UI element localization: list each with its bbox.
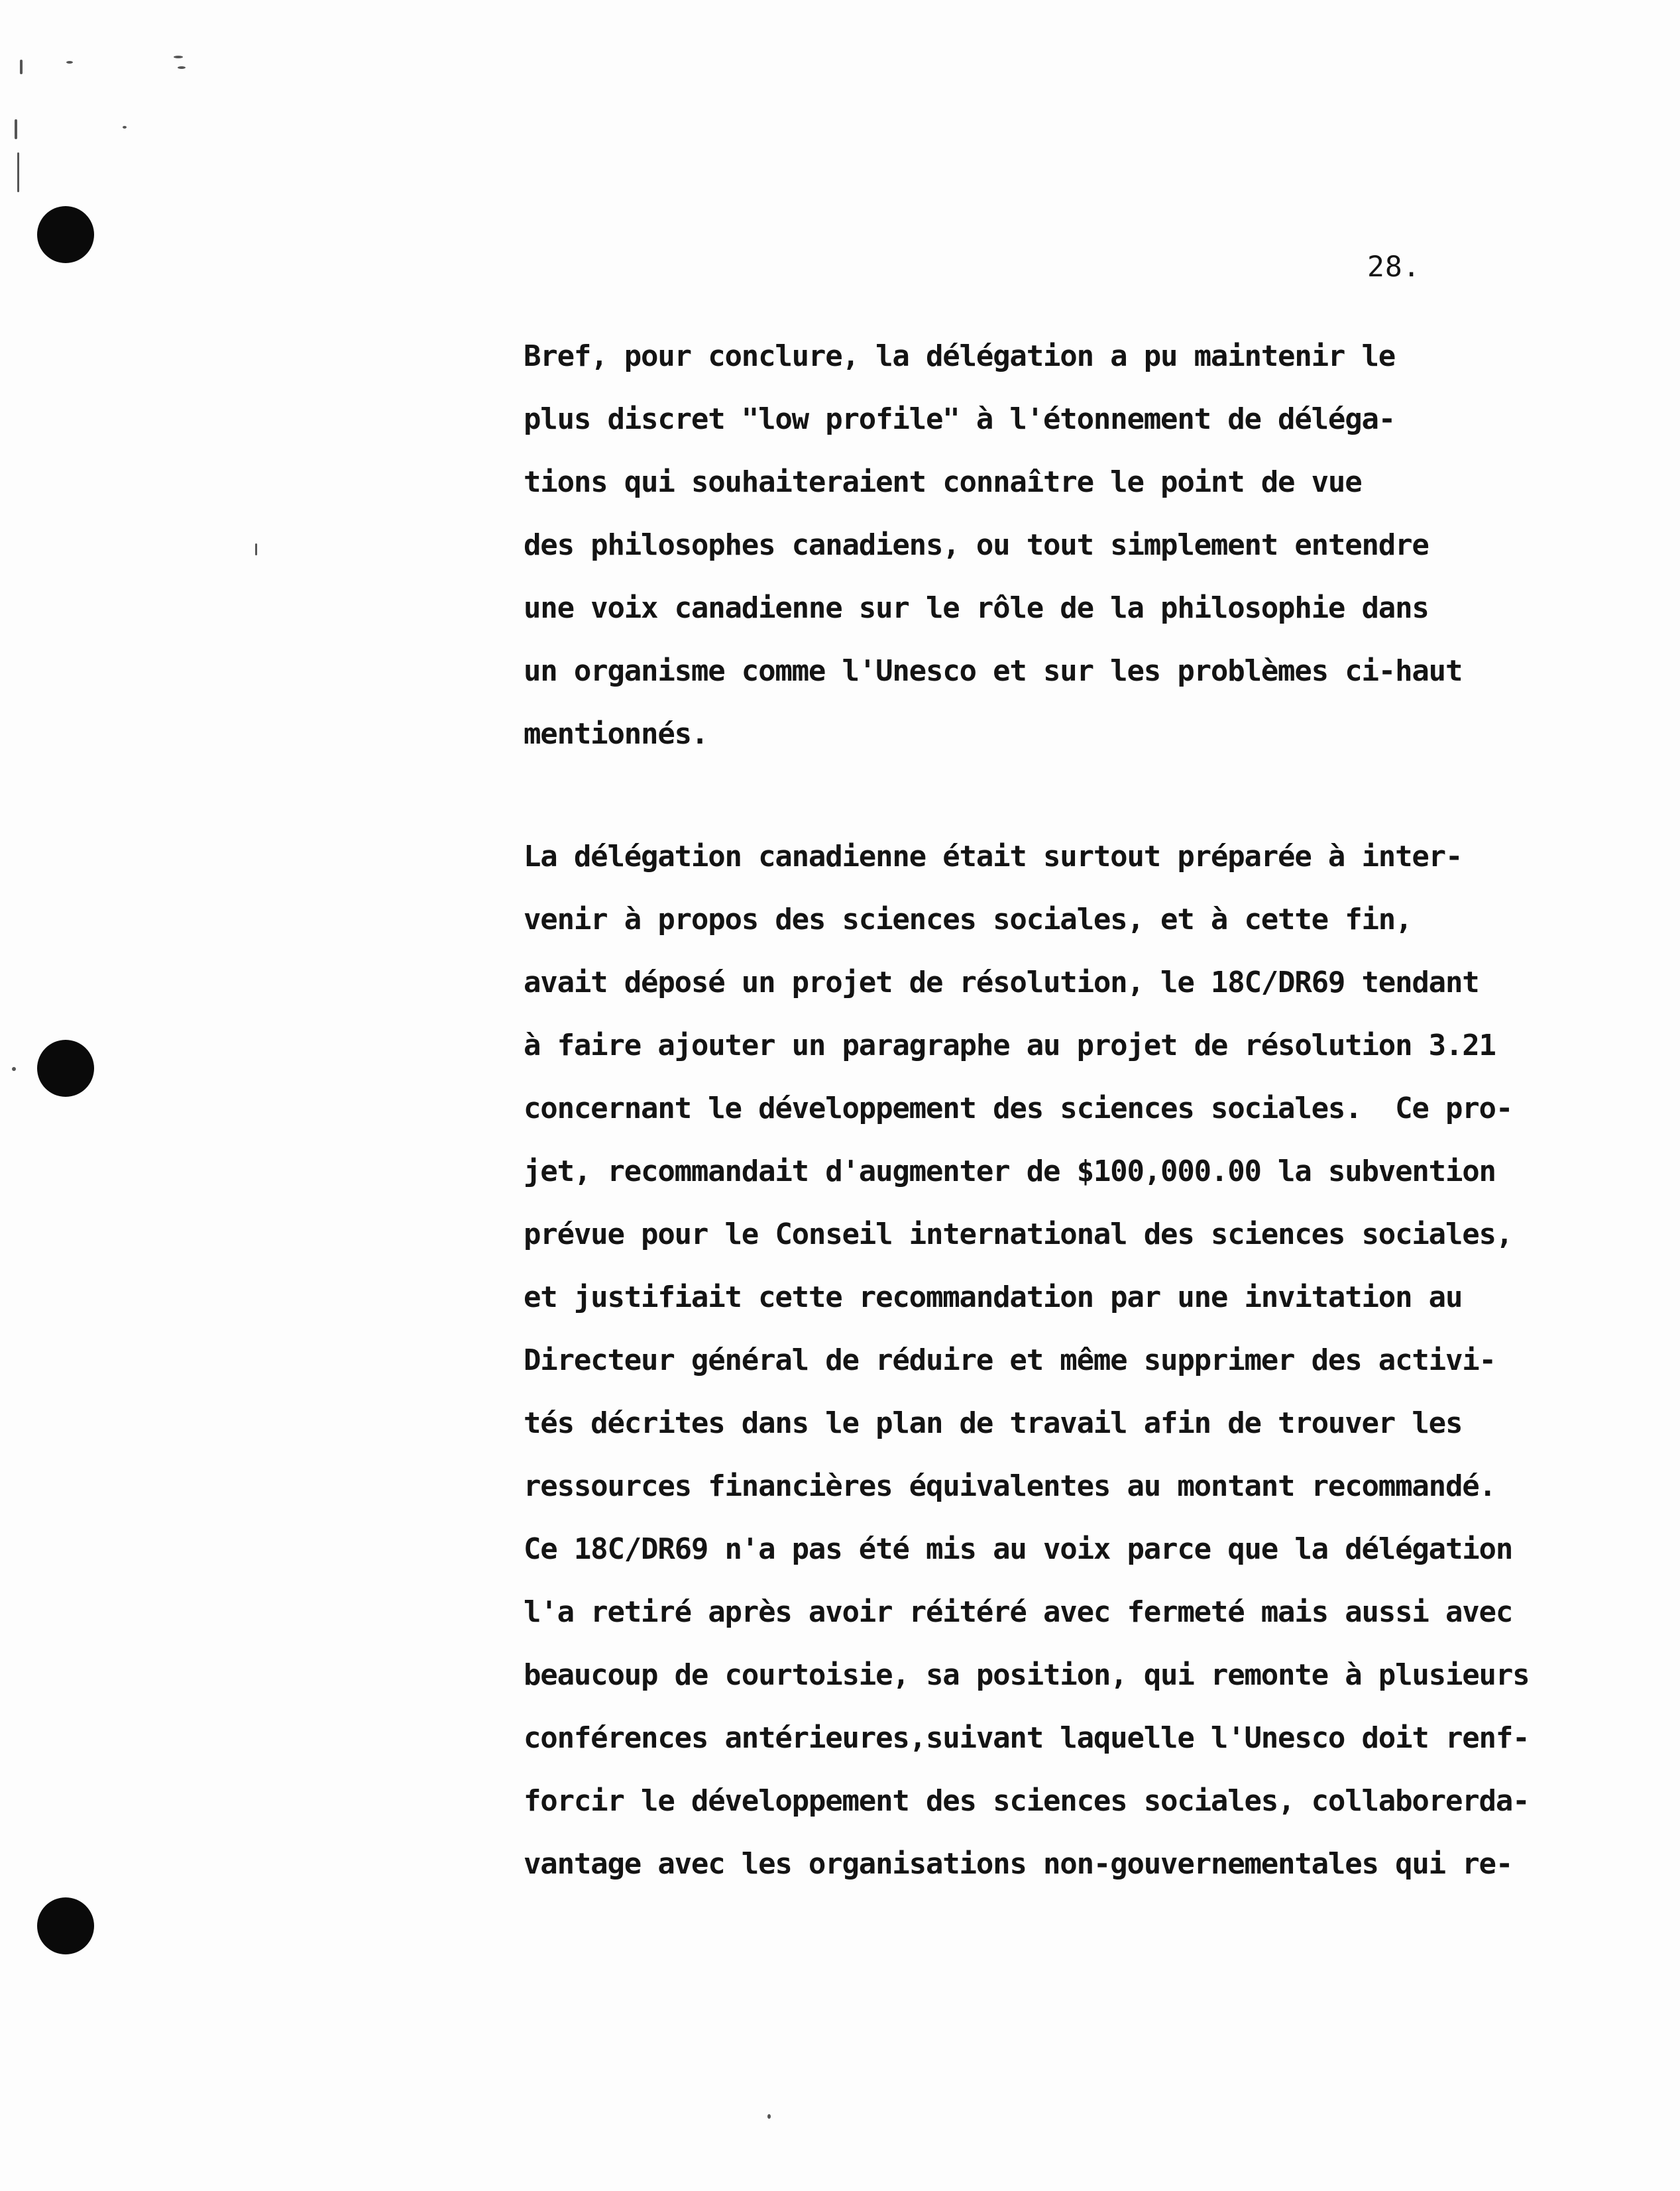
text-line: Directeur général de réduire et même supprimer des activi- (524, 1343, 1496, 1377)
text-line: un organisme comme l'Unesco et sur les problèmes ci-haut (524, 654, 1463, 688)
text-line: prévue pour le Conseil international des sciences sociales, (524, 1217, 1513, 1251)
scan-speck (767, 2114, 771, 2119)
text-line: La délégation canadienne était surtout préparée à inter- (524, 840, 1463, 873)
scan-speck (174, 56, 183, 58)
scan-speck (15, 119, 17, 139)
text-line: ressources financières équivalentes au montant recommandé. (524, 1469, 1496, 1503)
scan-speck (178, 66, 186, 69)
punch-hole-top (37, 206, 94, 263)
page-number: 28. (1367, 251, 1421, 284)
text-line: vantage avec les organisations non-gouvernementales qui re- (524, 1847, 1513, 1881)
text-line: mentionnés. (524, 717, 708, 751)
text-line: Ce 18C/DR69 n'a pas été mis au voix parce que la délégation (524, 1532, 1513, 1566)
scan-speck (123, 126, 127, 129)
text-line: forcir le développement des sciences sociales, collaborerda- (524, 1784, 1530, 1818)
text-line: tions qui souhaiteraient connaître le point de vue (524, 465, 1362, 499)
text-line: une voix canadienne sur le rôle de la philosophie dans (524, 591, 1429, 625)
text-line: l'a retiré après avoir réitéré avec fermeté mais aussi avec (524, 1595, 1513, 1629)
punch-hole-middle (37, 1040, 94, 1097)
text-line: conférences antérieures,suivant laquelle l'Unesco doit renf- (524, 1721, 1530, 1755)
text-line: et justifiait cette recommandation par une invitation au (524, 1280, 1463, 1314)
text-line: à faire ajouter un paragraphe au projet de résolution 3.21 (524, 1029, 1496, 1062)
text-line: des philosophes canadiens, ou tout simplement entendre (524, 528, 1429, 562)
text-line: jet, recommandait d'augmenter de $100,000.00 la subvention (524, 1154, 1496, 1188)
punch-hole-bottom (37, 1897, 94, 1954)
text-line: concernant le développement des sciences sociales. Ce pro- (524, 1092, 1513, 1125)
paragraph-social-sciences (524, 825, 1529, 1895)
text-line: plus discret "low profile" à l'étonnement de déléga- (524, 402, 1396, 436)
scan-speck (20, 60, 23, 74)
text-line: avait déposé un projet de résolution, le 18C/DR69 tendant (524, 966, 1479, 999)
text-line: venir à propos des sciences sociales, et à cette fin, (524, 903, 1412, 936)
scan-speck (17, 152, 19, 192)
scan-speck (12, 1067, 16, 1071)
text-line: Bref, pour conclure, la délégation a pu maintenir le (524, 339, 1396, 373)
text-line: beaucoup de courtoisie, sa position, qui remonte à plusieurs (524, 1658, 1530, 1692)
scan-speck (255, 543, 257, 555)
text-line: tés décrites dans le plan de travail afin de trouver les (524, 1406, 1463, 1440)
paragraph-conclusion (524, 325, 1462, 765)
scan-speck (66, 61, 73, 64)
